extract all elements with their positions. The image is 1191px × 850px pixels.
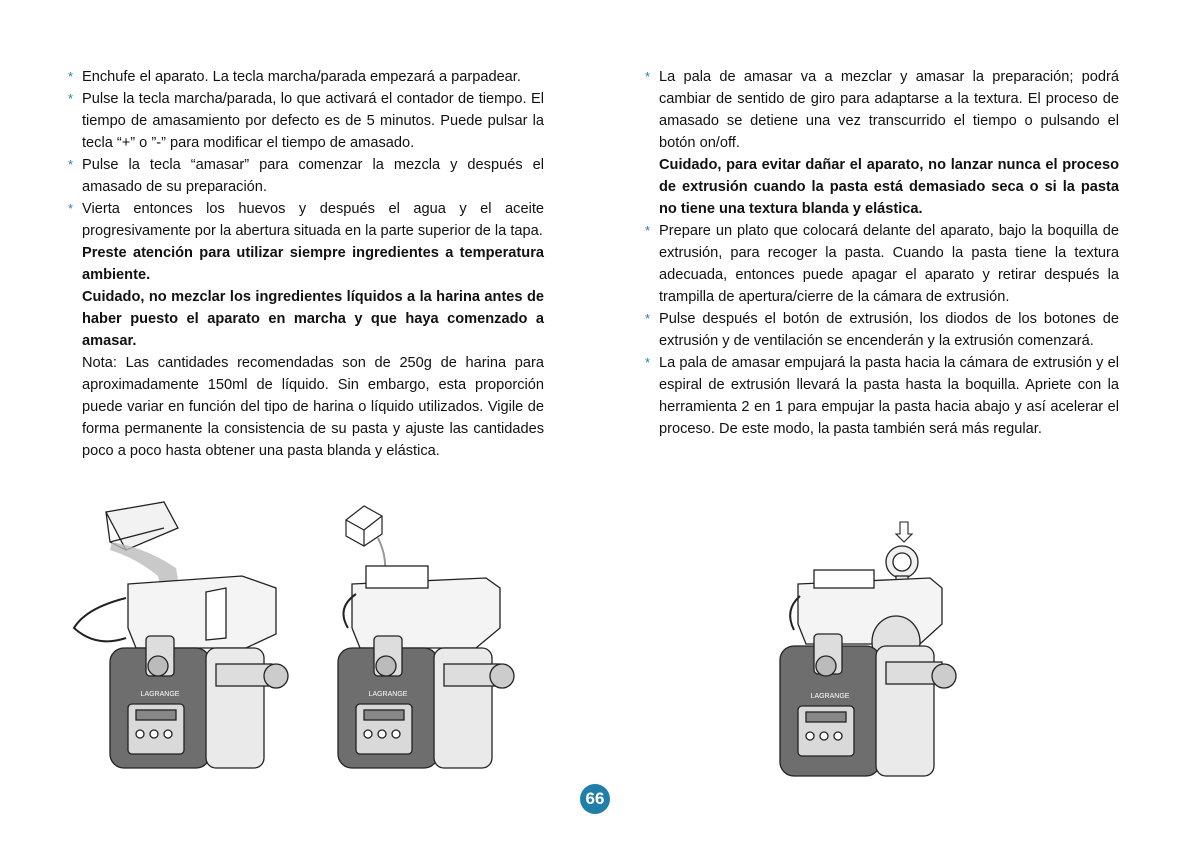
instruction-text: Prepare un plato que colocará delante del aparato, bajo la boquilla de extrusión, para recoger la pasta. Cuando la pasta tiene la textura adecuada, entonces puede apagar el aparato y retirar después la trampilla de apertura/cierre de la cámara de extrusión.: [659, 223, 1119, 305]
bullet-star-icon: *: [68, 157, 74, 172]
bullet-star-icon: *: [645, 311, 651, 326]
list-item: [645, 66, 1119, 154]
bullet-star-icon: *: [645, 355, 651, 370]
list-item: [645, 308, 1119, 352]
instruction-text: La pala de amasar empujará la pasta hacia la cámara de extrusión y el espiral de extrusión llevará la pasta hasta la boquilla. Apriete con la herramienta 2 en 1 para empujar la pasta hacia abajo y así acelerar el proceso. De este modo, la pasta también será más regular.: [659, 355, 1119, 437]
page-number: 66: [580, 784, 610, 814]
note-text: Nota: Las cantidades recomendadas son de 250g de harina para aproximadamente 150ml de líquido. Sin embargo, esta proporción puede variar en función del tipo de harina o líquido utilizados. Vigile de forma permanente la consistencia de su pasta y ajuste las cantidades poco a poco hasta obtener una pasta blanda y elástica.: [82, 355, 544, 459]
brand-logo: LAGRANGE: [140, 691, 180, 698]
instruction-text: La pala de amasar va a mezclar y amasar la preparación; podrá cambiar de sentido de giro para adaptarse a la textura. El proceso de amasado se detiene una vez transcurrido el tiempo o pulsando el botón on/off.: [659, 69, 1119, 151]
bullet-star-icon: *: [645, 69, 651, 84]
bullet-star-icon: *: [68, 91, 74, 106]
instruction-text: Vierta entonces los huevos y después el agua y el aceite progresivamente por la abertura situada en la parte superior de la tapa.: [82, 201, 544, 239]
warning-liquids: Cuidado, no mezclar los ingredientes líquidos a la harina antes de haber puesto el aparato en marcha y que haya comenzado a amasar.: [82, 289, 544, 349]
list-item: [645, 352, 1119, 440]
instruction-text: Enchufe el aparato. La tecla marcha/parada empezará a parpadear.: [82, 69, 521, 85]
list-item: [68, 66, 544, 88]
down-arrow-icon: [896, 522, 912, 542]
warning-extrusion: Cuidado, para evitar dañar el aparato, no lanzar nunca el proceso de extrusión cuando la pasta está demasiado seca o si la pasta no tiene una textura blanda y elástica.: [659, 157, 1119, 217]
list-item: [645, 220, 1119, 308]
instruction-text: Pulse la tecla “amasar” para comenzar la mezcla y después el amasado de su preparación.: [82, 157, 544, 195]
bullet-star-icon: *: [645, 223, 651, 238]
list-item: [68, 198, 544, 242]
illustration-extrusion-tool: [770, 520, 970, 790]
brand-logo: LAGRANGE: [810, 693, 850, 700]
list-item: [68, 154, 544, 198]
liquid-cube-icon: [346, 506, 382, 546]
left-column: [68, 66, 544, 462]
list-item: [68, 88, 544, 154]
warning-temperature: Preste atención para utilizar siempre ingredientes a temperatura ambiente.: [82, 245, 544, 283]
brand-logo: LAGRANGE: [368, 691, 408, 698]
flour-container-icon: [106, 502, 178, 550]
right-column: [645, 66, 1119, 440]
bullet-star-icon: *: [68, 69, 74, 84]
instruction-text: Pulse la tecla marcha/parada, lo que activará el contador de tiempo. El tiempo de amasamiento por defecto es de 5 minutos. Puede pulsar la tecla “+” o ”-” para modificar el tiempo de amasado.: [82, 91, 544, 151]
illustration-pour-liquid: [316, 498, 546, 788]
illustration-pour-flour: [66, 498, 316, 788]
bullet-star-icon: *: [68, 201, 74, 216]
instruction-text: Pulse después el botón de extrusión, los diodos de los botones de extrusión y de ventilación se encenderán y la extrusión comenzará.: [659, 311, 1119, 349]
